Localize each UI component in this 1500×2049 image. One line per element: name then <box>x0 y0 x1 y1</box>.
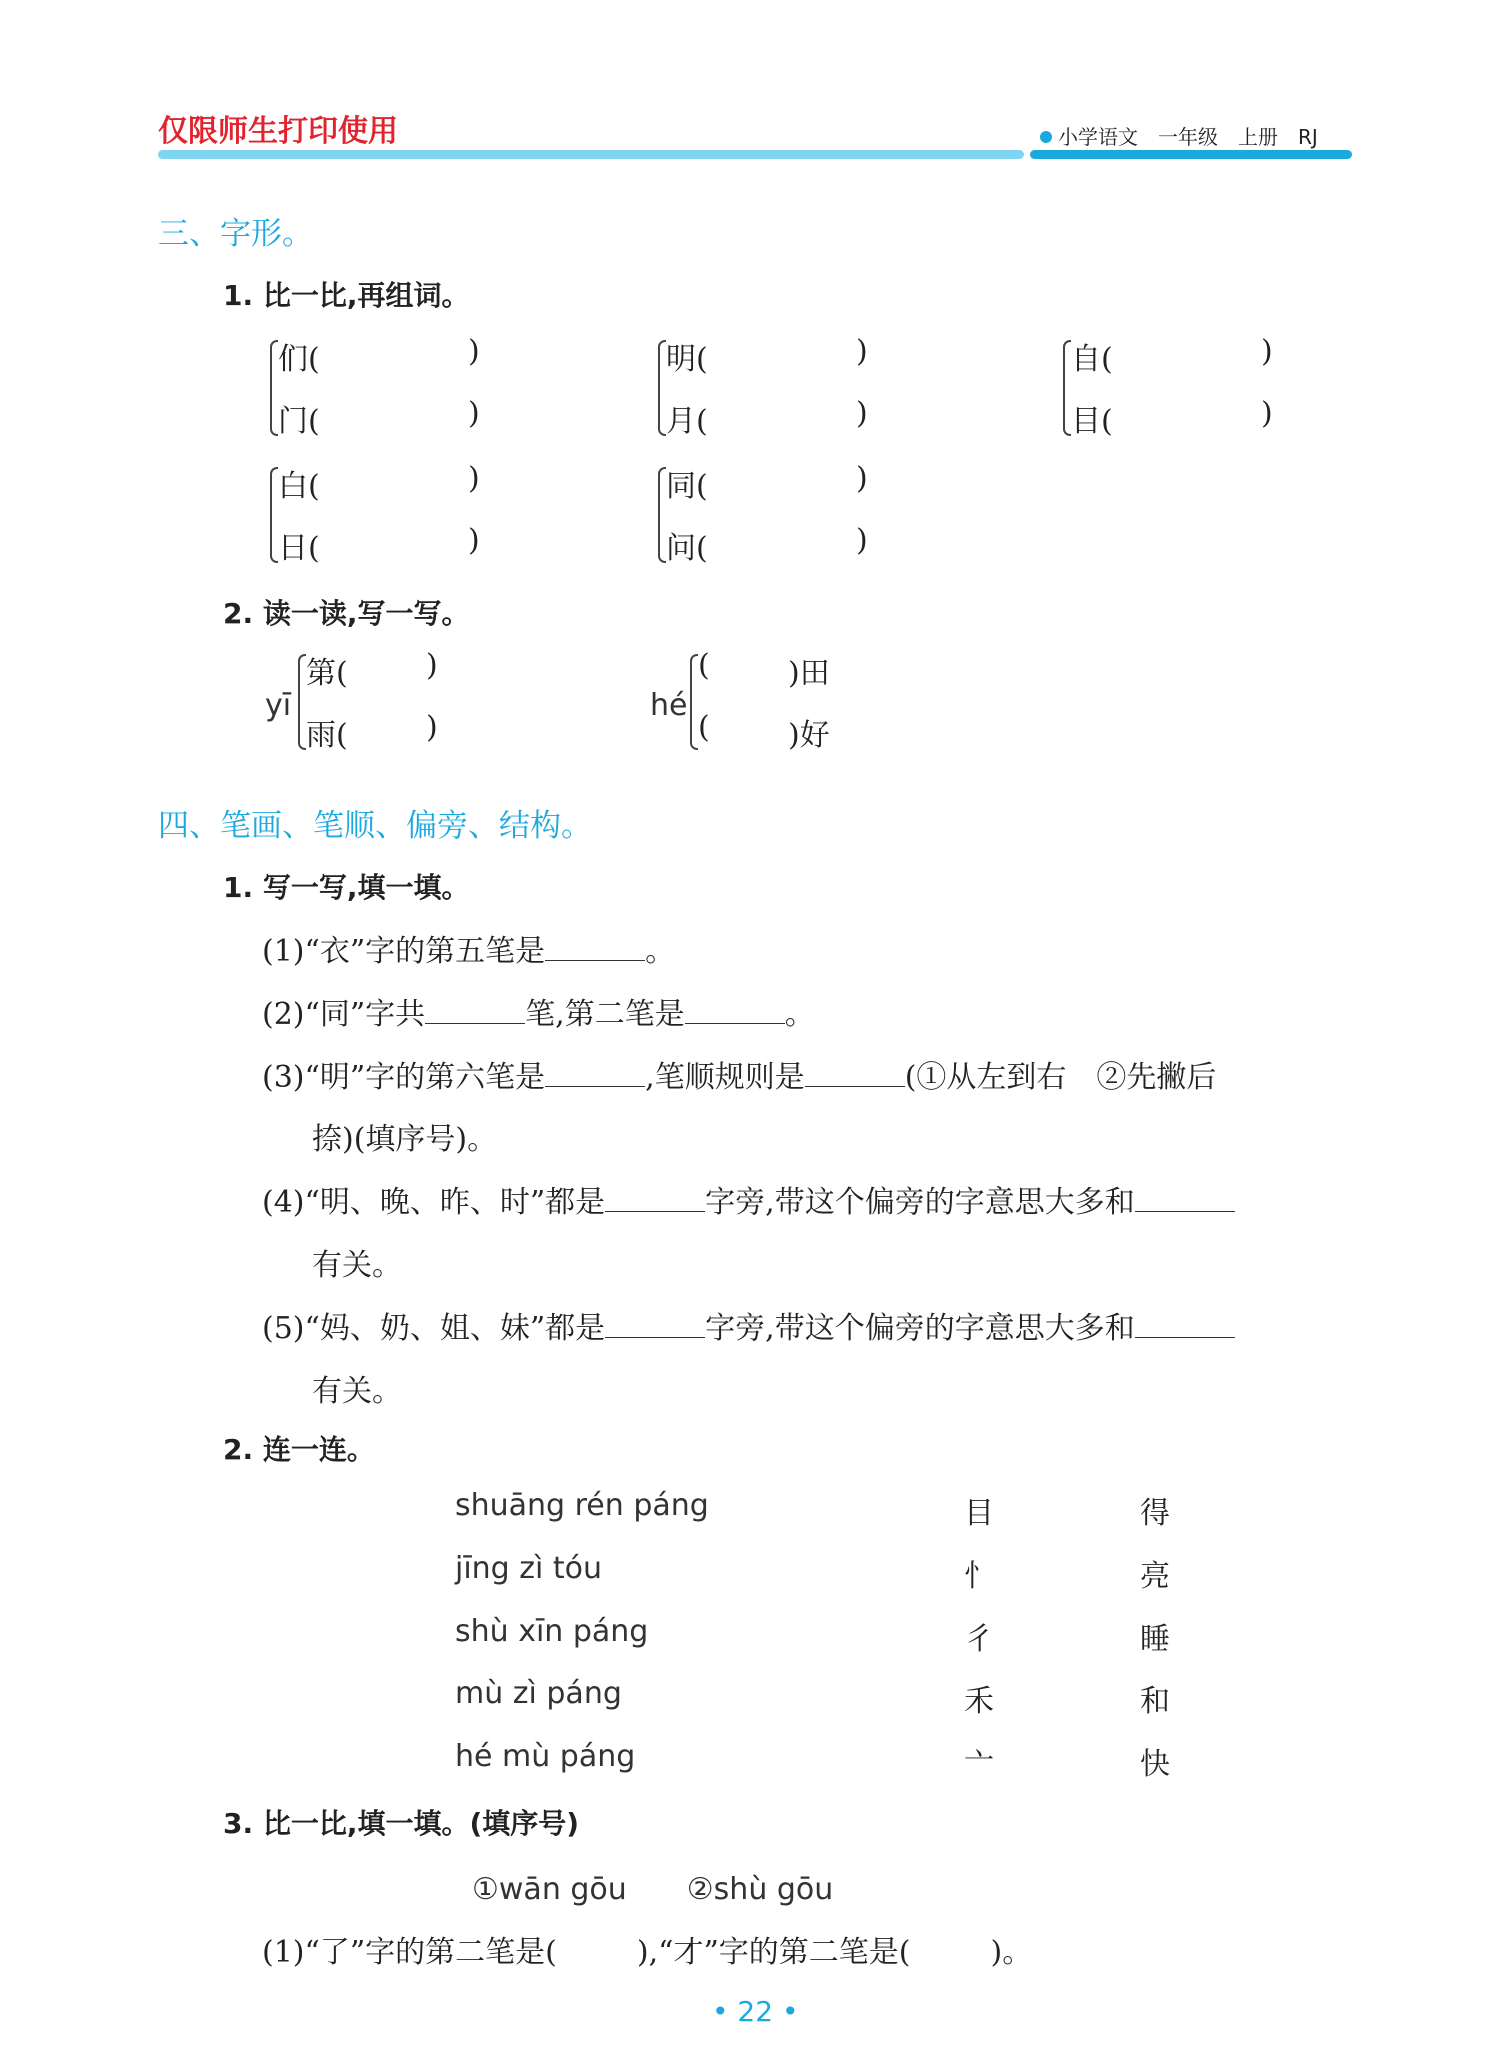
subject: 小学语文 <box>1058 125 1138 149</box>
word-prompt: 月( <box>666 404 708 439</box>
match-radical[interactable]: 亠 <box>964 1747 994 1782</box>
answer-blank[interactable] <box>605 1307 705 1338</box>
pinyin-label: yī <box>265 688 292 723</box>
word-blank-open[interactable]: ( <box>698 710 710 745</box>
word-prompt: 目( <box>1071 404 1113 439</box>
match-char[interactable]: 和 <box>1140 1684 1170 1719</box>
question-title: 3. 比一比,填一填。(填序号) <box>223 1807 580 1840</box>
fill-item-1: (1)“衣”字的第五笔是 。 <box>262 926 675 970</box>
word-prompt: 同( <box>666 469 708 504</box>
match-char[interactable]: 亮 <box>1140 1559 1170 1594</box>
header-rule <box>158 150 1024 159</box>
answer-blank[interactable] <box>545 1056 645 1087</box>
match-char[interactable]: 睡 <box>1140 1622 1170 1657</box>
word-blank-close[interactable]: ) <box>856 334 868 369</box>
brace <box>270 467 278 563</box>
word-blank-close[interactable]: ) <box>426 710 438 745</box>
fill-item-5: (5)“妈、奶、姐、妹”都是 字旁,带这个偏旁的字意思大多和 <box>262 1303 1235 1347</box>
pinyin-label: hé <box>650 688 688 723</box>
word-prompt: 明( <box>666 342 708 377</box>
page-number: • 22 • <box>712 1995 799 2028</box>
stroke-options: ①wān gōu ②shù gōu <box>472 1872 834 1907</box>
header-rule-accent <box>1030 150 1352 159</box>
edition: RJ <box>1298 125 1318 149</box>
word-prompt: 门( <box>278 404 320 439</box>
answer-blank[interactable] <box>685 993 785 1024</box>
match-pinyin[interactable]: mù zì páng <box>455 1676 622 1711</box>
match-radical[interactable]: 禾 <box>964 1684 994 1719</box>
word-suffix: )田 <box>788 656 830 691</box>
answer-blank[interactable] <box>805 1056 905 1087</box>
fill-item-2: (2)“同”字共 笔,第二笔是 。 <box>262 989 815 1033</box>
match-char[interactable]: 快 <box>1140 1747 1170 1782</box>
word-prompt: 问( <box>666 531 708 566</box>
fill-item-4-cont: 有关。 <box>312 1248 402 1283</box>
word-prompt: 雨( <box>306 718 348 753</box>
print-notice: 仅限师生打印使用 <box>158 114 398 149</box>
brace <box>270 340 278 436</box>
section-title: 三、字形。 <box>158 216 313 252</box>
grade: 一年级 <box>1158 125 1218 149</box>
bullet-dot-icon <box>1040 131 1052 143</box>
word-blank-close[interactable]: ) <box>1261 396 1273 431</box>
match-pinyin[interactable]: jīng zì tóu <box>455 1551 603 1586</box>
word-blank-close[interactable]: ) <box>426 648 438 683</box>
match-pinyin[interactable]: shù xīn páng <box>455 1614 649 1649</box>
match-pinyin[interactable]: hé mù páng <box>455 1739 636 1774</box>
word-blank-close[interactable]: ) <box>468 523 480 558</box>
word-blank-open[interactable]: ( <box>698 648 710 683</box>
word-prompt: 们( <box>278 342 320 377</box>
question-title: 1. 比一比,再组词。 <box>223 279 470 312</box>
word-suffix: )好 <box>788 718 830 753</box>
question-title: 2. 连一连。 <box>223 1433 375 1466</box>
match-radical[interactable]: 彳 <box>964 1622 994 1657</box>
question-title: 1. 写一写,填一填。 <box>223 871 470 904</box>
answer-blank[interactable] <box>425 993 525 1024</box>
brace <box>298 654 306 750</box>
word-prompt: 白( <box>278 469 320 504</box>
answer-blank[interactable] <box>545 930 645 961</box>
word-prompt: 日( <box>278 531 320 566</box>
fill-item-3-cont: 捺)(填序号)。 <box>312 1122 498 1157</box>
fill-item-q3-1: (1)“了”字的第二笔是( ),“才”字的第二笔是( )。 <box>262 1935 1033 1970</box>
match-radical[interactable]: 目 <box>964 1496 994 1531</box>
match-pinyin[interactable]: shuāng rén páng <box>455 1488 709 1523</box>
brace <box>658 467 666 563</box>
brace <box>690 654 698 750</box>
section-title: 四、笔画、笔顺、偏旁、结构。 <box>158 808 592 844</box>
word-blank-close[interactable]: ) <box>856 523 868 558</box>
fill-item-4: (4)“明、晚、昨、时”都是 字旁,带这个偏旁的字意思大多和 <box>262 1177 1235 1221</box>
word-blank-close[interactable]: ) <box>468 461 480 496</box>
word-blank-close[interactable]: ) <box>468 334 480 369</box>
fill-item-3: (3)“明”字的第六笔是 ,笔顺规则是 (①从左到右 ②先撇后 <box>262 1052 1216 1096</box>
match-char[interactable]: 得 <box>1140 1496 1170 1531</box>
word-blank-close[interactable]: ) <box>468 396 480 431</box>
word-blank-close[interactable]: ) <box>856 461 868 496</box>
question-title: 2. 读一读,写一写。 <box>223 597 470 630</box>
volume: 上册 <box>1238 125 1278 149</box>
answer-blank[interactable] <box>605 1181 705 1212</box>
brace <box>658 340 666 436</box>
fill-item-5-cont: 有关。 <box>312 1374 402 1409</box>
word-prompt: 第( <box>306 656 348 691</box>
brace <box>1063 340 1071 436</box>
answer-blank[interactable] <box>1135 1307 1235 1338</box>
word-prompt: 自( <box>1071 342 1113 377</box>
book-info <box>1040 121 1318 150</box>
answer-blank[interactable] <box>1135 1181 1235 1212</box>
match-radical[interactable]: 忄 <box>964 1559 994 1594</box>
word-blank-close[interactable]: ) <box>856 396 868 431</box>
word-blank-close[interactable]: ) <box>1261 334 1273 369</box>
